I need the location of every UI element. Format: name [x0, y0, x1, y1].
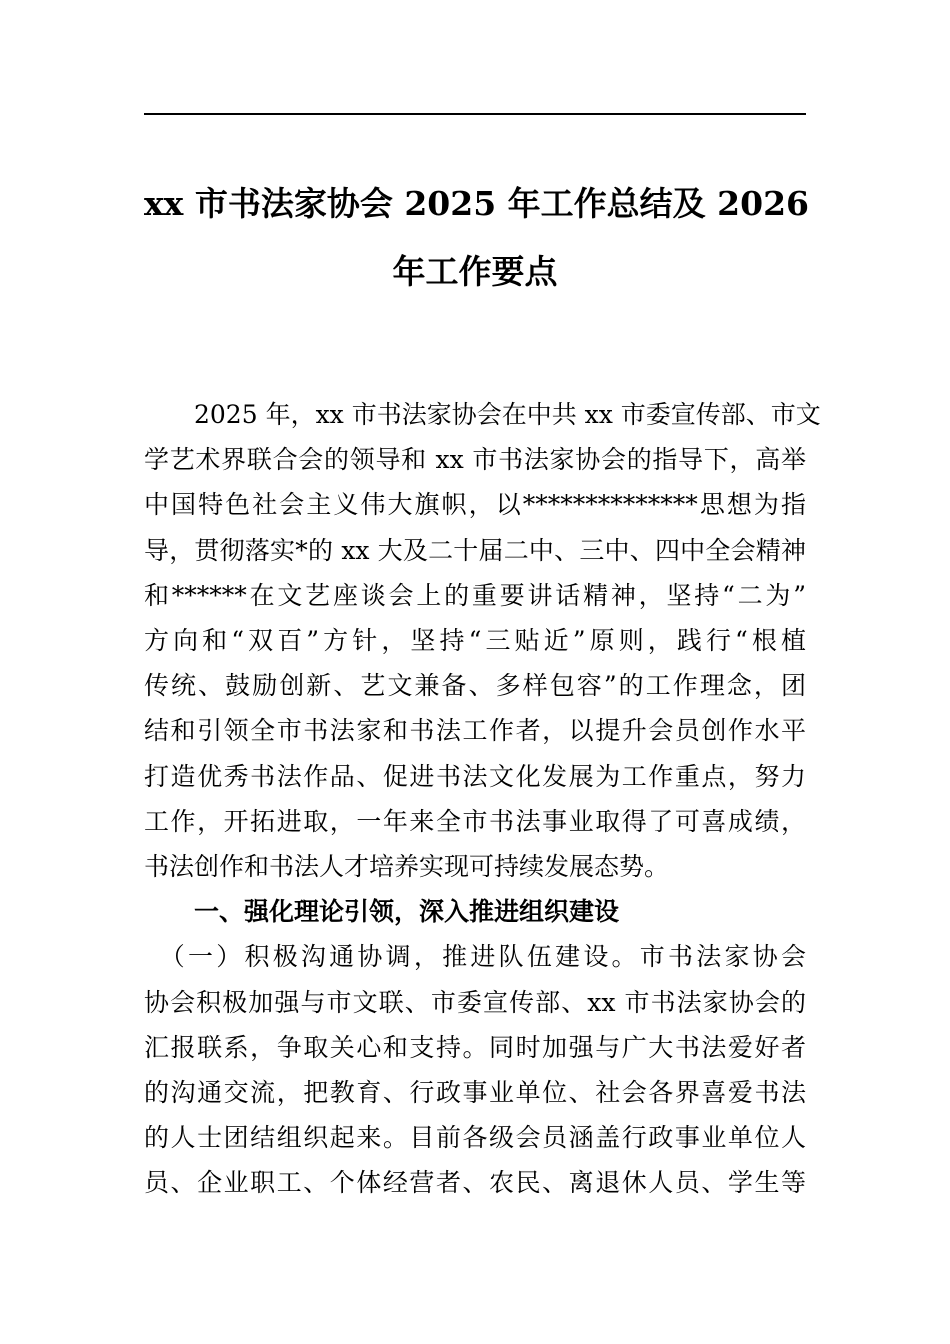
document-title [144, 170, 809, 306]
text-line: 结和引领全市书法家和书法工作者，以提升会员创作水平 [144, 716, 806, 746]
text-line: 工作，开拓进取，一年来全市书法事业取得了可喜成绩， [144, 806, 806, 836]
text-line: 方向和“双百”方针，坚持“三贴近”原则，践行“根植 [144, 626, 806, 656]
text-line: 和******在文艺座谈会上的重要讲话精神，坚持“二为” [144, 580, 806, 610]
text-line: 协会积极加强与市文联、市委宣传部、xx 市书法家协会的 [144, 987, 806, 1017]
text-line: 打造优秀书法作品、促进书法文化发展为工作重点，努力 [144, 761, 806, 791]
text-line: 汇报联系，争取关心和支持。同时加强与广大书法爱好者 [144, 1032, 806, 1062]
title-line: xx 市书法家协会 2025 年工作总结及 2026 [144, 184, 809, 223]
section-heading: 一、强化理论引领，深入推进组织建设 [194, 897, 620, 927]
text-line: 的人士团结组织起来。目前各级会员涵盖行政事业单位人 [144, 1123, 806, 1153]
text-line: 传统、鼓励创新、艺文兼备、多样包容”的工作理念，团 [144, 671, 806, 701]
title-line: 年工作要点 [392, 252, 558, 291]
text-line: 书法创作和书法人才培养实现可持续发展态势。 [144, 852, 670, 882]
section-paragraph [144, 934, 806, 1205]
document-body [144, 392, 821, 1206]
text-line: 员、企业职工、个体经营者、农民、离退休人员、学生等 [144, 1168, 806, 1198]
text-line: 导，贯彻落实*的 xx 大及二十届二中、三中、四中全会精神 [144, 535, 806, 565]
text-line: 学艺术界联合会的领导和 xx 市书法家协会的指导下，高举 [144, 445, 806, 475]
intro-paragraph [144, 392, 821, 889]
text-line: 2025 年，xx 市书法家协会在中共 xx 市委宣传部、市文 [144, 400, 821, 429]
text-line: 中国特色社会主义伟大旗帜，以**************思想为指 [144, 490, 806, 520]
header-rule [144, 113, 806, 115]
text-line: （一）积极沟通协调，推进队伍建设。市书法家协会 [144, 942, 806, 972]
text-line: 的沟通交流，把教育、行政事业单位、社会各界喜爱书法 [144, 1078, 806, 1108]
